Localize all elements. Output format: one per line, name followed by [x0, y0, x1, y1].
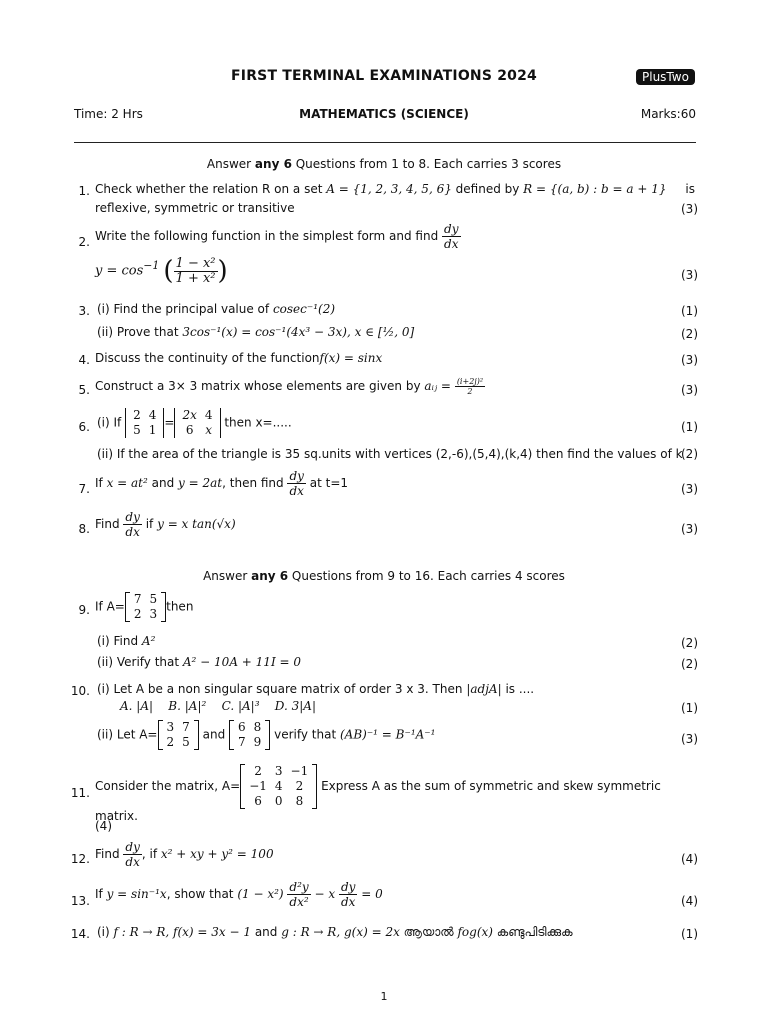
q11-matrix: [240, 764, 317, 809]
q5-math: aᵢⱼ =: [424, 379, 451, 393]
section-1-instructions: [0, 157, 768, 171]
section-1-post: Questions from 1 to 8. Each carries 3 scores: [291, 157, 562, 171]
q10-mb-cell: 6: [238, 720, 246, 734]
q12-score: (4): [681, 852, 698, 866]
q10-verify: verify that: [274, 727, 340, 742]
section-1-pre: Answer: [206, 157, 255, 171]
q3-part-ii: [97, 325, 414, 339]
q7-math-2: y = 2at: [178, 476, 223, 490]
q6-m1-cell: 1: [148, 423, 157, 437]
q10-mb-cell: 9: [253, 735, 262, 749]
q6-determinant-1: [125, 408, 164, 438]
q3-i-math: cosec⁻¹(2): [272, 302, 336, 316]
q2-dydx: [442, 222, 460, 251]
q7-dy: dy: [289, 469, 304, 483]
q2-text-main: Write the following function in the simplest form and find: [95, 229, 439, 243]
q13-math-3: − x: [310, 887, 339, 901]
q5-fraction: [455, 377, 485, 396]
q3-ii-score: (2): [681, 327, 698, 341]
q2-denominator: 1 + x²: [175, 270, 216, 286]
q3-ii-text: (ii) Prove that: [97, 325, 183, 339]
q7-text: [95, 469, 348, 498]
q13-text: [95, 880, 383, 909]
q7-text-b: and: [147, 476, 179, 490]
q14-math-3: fog(x): [457, 925, 493, 939]
q6-number: 6.: [78, 420, 90, 434]
q10-ii-text: (ii) Let A=: [97, 727, 158, 742]
q13-text-b: , show that: [166, 887, 238, 901]
q10-mb-cell: 8: [253, 720, 262, 734]
q3-number: 3.: [78, 304, 90, 318]
q8-score: (3): [681, 522, 698, 536]
q9-part-ii: [97, 655, 301, 669]
q12-text-a: Find: [95, 847, 120, 861]
q14-text-c: ആയാൽ: [399, 925, 458, 939]
q2-lhs: y = cos: [95, 263, 144, 279]
q1-set: A = {1, 2, 3, 4, 5, 6}: [326, 182, 452, 196]
q7-dx: dx: [289, 484, 304, 498]
q13-math-4: = 0: [357, 887, 383, 901]
q9-number: 9.: [78, 603, 90, 617]
q11-matrix-cell: 6: [254, 794, 262, 808]
q13-math-2: (1 − x²): [237, 887, 284, 901]
q1-relation: R = {(a, b) : b = a + 1}: [523, 182, 667, 196]
q9-i-text: (i) Find: [97, 634, 142, 648]
q4-score: (3): [681, 353, 698, 367]
q11-text-b: Express A as the sum of symmetric and skew symmetric matrix.: [95, 779, 661, 823]
q10-mb-cell: 7: [238, 735, 246, 749]
q10-ii-math: (AB)⁻¹ = B⁻¹A⁻¹: [340, 727, 436, 742]
q9-ii-score: (2): [681, 657, 698, 671]
q7-math-1: x = at²: [106, 476, 148, 490]
q6-m2-cell: 6: [185, 423, 194, 437]
q9-matrix-cell: 3: [149, 607, 158, 621]
section-1-bold: any 6: [254, 157, 292, 171]
q12-dydx: [123, 840, 141, 869]
q9-ii-math: A² − 10A + 11I = 0: [182, 655, 301, 669]
q10-ma-cell: 7: [182, 720, 190, 734]
q14-text-a: (i): [97, 925, 114, 939]
q2-text: [95, 222, 461, 251]
marks-label: Marks:60: [640, 107, 696, 121]
section-2-post: Questions from 9 to 16. Each carries 4 scores: [288, 569, 565, 583]
q8-dx: dx: [125, 525, 140, 539]
q6-i-score: (1): [681, 420, 698, 434]
q7-text-a: If: [95, 476, 107, 490]
q3-ii-math: 3cos⁻¹(x) = cos⁻¹(4x³ − 3x), x ∈ [½, 0]: [182, 325, 415, 339]
q11-number: 11.: [70, 786, 90, 800]
q11-matrix-cell: 3: [274, 764, 283, 778]
q13-dx: dx: [340, 895, 356, 909]
q10-part-ii: [97, 720, 435, 750]
q6-part-i: [97, 408, 292, 438]
q11-matrix-cell: 2: [254, 764, 262, 778]
q4-text-main: Discuss the continuity of the function: [95, 351, 320, 365]
q14-math-2: g : R → R, g(x) = 2x: [281, 925, 400, 939]
q2-dy: dy: [444, 222, 459, 236]
q9-text: [95, 592, 193, 622]
q1-number: 1.: [78, 184, 90, 198]
q3-i-score: (1): [681, 304, 698, 318]
q14-math-1: f : R → R, f(x) = 3x − 1: [113, 925, 251, 939]
q6-m1-cell: 5: [133, 423, 141, 437]
q13-dy: dy: [340, 880, 356, 894]
q10-matrix-b: [229, 720, 270, 750]
q14-text-b: and: [251, 925, 282, 939]
q9-matrix-cell: 7: [133, 592, 142, 606]
q7-dydx: [287, 469, 305, 498]
q8-dy: dy: [125, 510, 140, 524]
q1-score: (3): [681, 202, 698, 216]
q6-m1-cell: 2: [133, 408, 141, 422]
q5-number: 5.: [78, 383, 90, 397]
q9-part-i: [97, 634, 155, 648]
q8-text-b: if: [145, 517, 158, 531]
q5-score: (3): [681, 383, 698, 397]
q13-text-a: If: [95, 887, 107, 901]
q13-d2ydx2: [287, 880, 310, 909]
q10-ma-cell: 5: [182, 735, 190, 749]
q2-formula: $y = \cos^{-1}$ ( $\frac{\text{1 − x²}}{\text{1 + x²}}$ ): [95, 255, 228, 286]
section-2-bold: any 6: [251, 569, 289, 583]
q10-ma-cell: 2: [166, 735, 175, 749]
q8-text: [95, 510, 236, 539]
q9-text-a: If A=: [95, 599, 125, 614]
q5-text-main: Construct a 3× 3 matrix whose elements are given by: [95, 379, 425, 393]
q12-dx: dx: [125, 855, 140, 869]
q13-dydx: [339, 880, 357, 909]
q11-matrix-cell: −1: [249, 779, 267, 793]
q6-i-text: (i) If: [97, 415, 122, 430]
q4-text: [95, 351, 382, 365]
q14-score: (1): [681, 927, 698, 941]
q10-i-math: |adjA|: [466, 682, 502, 696]
q10-and: and: [202, 727, 226, 742]
q10-ii-score: (3): [681, 732, 698, 746]
q11-score: (4): [95, 819, 112, 833]
q11-matrix-cell: 8: [295, 794, 304, 808]
q9-matrix: [125, 592, 166, 622]
q12-text-b: , if: [141, 847, 161, 861]
q1-text: [95, 182, 695, 196]
page-number: 1: [380, 990, 388, 1003]
q9-ii-text: (ii) Verify that: [97, 655, 183, 669]
q9-matrix-cell: 2: [133, 607, 142, 621]
q14-text-d: കണ്ടുപിടിക്കുക: [492, 925, 573, 939]
q11-matrix-cell: 0: [274, 794, 283, 808]
q13-math-1: y = sin⁻¹x: [106, 887, 167, 901]
q12-number: 12.: [70, 852, 90, 866]
q4-number: 4.: [78, 353, 90, 367]
q10-i-tail: is ....: [501, 682, 535, 696]
q10-options: A. |A| B. |A|² C. |A|³ D. 3|A|: [120, 699, 316, 713]
q9-text-b: then: [166, 599, 194, 614]
q9-matrix-cell: 5: [149, 592, 158, 606]
q11-matrix-cell: −1: [290, 764, 309, 778]
q9-i-score: (2): [681, 636, 698, 650]
q6-equals: =: [164, 415, 175, 430]
q7-score: (3): [681, 482, 698, 496]
q8-text-a: Find: [95, 517, 120, 531]
section-2-pre: Answer: [203, 569, 252, 583]
q6-m2-cell: x: [205, 423, 213, 437]
q13-d2y: d²y: [289, 880, 309, 894]
q10-matrix-a: [158, 720, 199, 750]
q14-number: 14.: [70, 927, 90, 941]
q3-part-i: [97, 302, 335, 316]
time-label: Time: 2 Hrs: [74, 107, 143, 121]
q13-number: 13.: [70, 894, 90, 908]
q7-text-c: , then find: [222, 476, 284, 490]
q6-part-ii: (ii) If the area of the triangle is 35 sq.units with vertices (2,-6),(5,4),(k,4) then find the values of k: [97, 447, 683, 461]
q11-matrix-cell: 2: [295, 779, 304, 793]
q7-number: 7.: [78, 482, 90, 496]
q13-score: (4): [681, 894, 698, 908]
q7-text-d: at t=1: [309, 476, 349, 490]
q1-line2: reflexive, symmetric or transitive: [95, 201, 295, 215]
q5-frac-den: 2: [467, 387, 473, 396]
q2-dx: dx: [444, 237, 459, 251]
q6-tail: then x=.....: [224, 415, 292, 430]
exam-title: FIRST TERMINAL EXAMINATIONS 2024: [231, 68, 537, 84]
q6-determinant-2: [174, 408, 220, 438]
q10-part-i: [97, 682, 534, 696]
q12-dy: dy: [125, 840, 140, 854]
q3-i-text: (i) Find the principal value of: [97, 302, 273, 316]
section-2-instructions: [0, 569, 768, 583]
q11-matrix-cell: 4: [274, 779, 283, 793]
q2-power: −1: [143, 259, 160, 273]
q11-text-a: Consider the matrix, A=: [95, 779, 241, 793]
q2-numerator: 1 − x²: [175, 255, 216, 271]
q6-m2-cell: 2x: [182, 408, 197, 422]
q9-i-math: A²: [141, 634, 156, 648]
q6-m2-cell: 4: [204, 408, 213, 422]
header-divider: [74, 142, 696, 143]
q6-ii-score: (2): [681, 447, 698, 461]
q5-text: [95, 377, 485, 396]
q5-frac-num: (i+2j)²: [456, 377, 484, 386]
q10-ma-cell: 3: [166, 720, 175, 734]
q8-number: 8.: [78, 522, 90, 536]
q1-text-b: defined by: [451, 182, 524, 196]
q8-dydx: [123, 510, 141, 539]
q6-m1-cell: 4: [148, 408, 157, 422]
q2-number: 2.: [78, 235, 90, 249]
q1-text-a: Check whether the relation R on a set: [95, 182, 327, 196]
q10-i-text: (i) Let A be a non singular square matrix of order 3 x 3. Then: [97, 682, 467, 696]
q10-i-score: (1): [681, 701, 698, 715]
q11-text: [95, 764, 700, 823]
q8-math: y = x tan(√x): [157, 517, 236, 531]
q4-math: f(x) = sinx: [319, 351, 383, 365]
q12-text: [95, 840, 274, 869]
q2-score: (3): [681, 268, 698, 282]
subject-label: MATHEMATICS (SCIENCE): [299, 107, 469, 121]
q14-text: [97, 925, 573, 940]
q13-dx2: dx²: [289, 895, 309, 909]
q1-text-c: is: [685, 182, 695, 196]
q2-fraction: [174, 257, 218, 286]
q10-number: 10.: [70, 684, 90, 698]
plustwo-badge: PlusTwo: [636, 69, 695, 85]
q12-math: x² + xy + y² = 100: [160, 847, 274, 861]
